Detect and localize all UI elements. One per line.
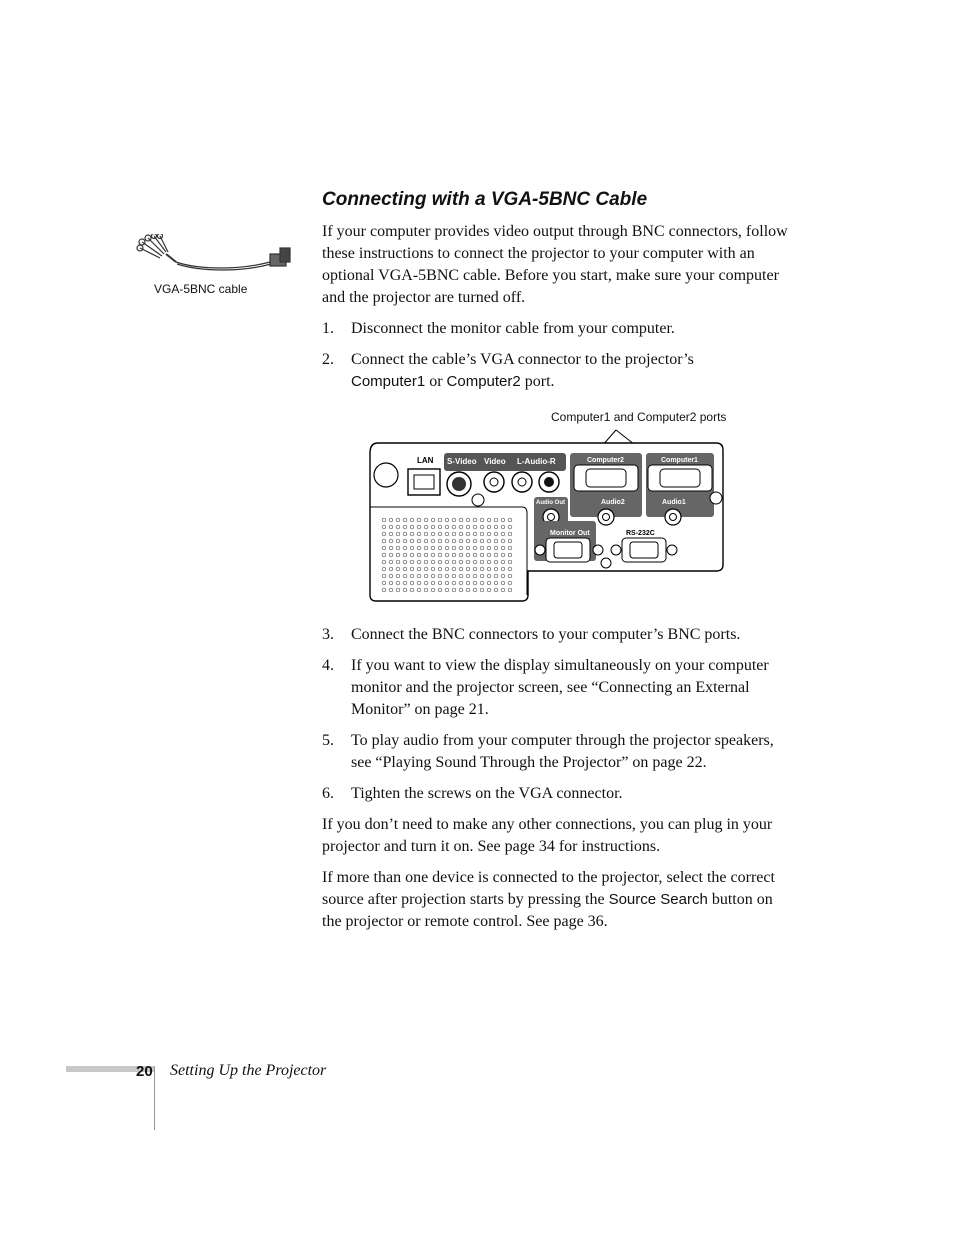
connections-paragraph: If you don’t need to make any other connections, you can plug in your projector and turn it on. See page 34 for instructions. xyxy=(322,816,773,855)
step-number: 3. xyxy=(322,626,334,643)
step-text: Tighten the screws on the VGA connector. xyxy=(351,785,623,802)
step-text-part: Connect the cable’s VGA connector to the projector’s xyxy=(351,351,694,368)
step-text-part: port. xyxy=(524,373,555,390)
running-title: Setting Up the Projector xyxy=(170,1062,327,1079)
port-name-computer1: Computer1 xyxy=(351,373,426,390)
projector-rear-panel-diagram xyxy=(366,425,728,605)
step-number: 2. xyxy=(322,351,334,368)
source-search-paragraph xyxy=(322,867,792,933)
video-label: Video xyxy=(484,457,506,466)
step-number: 6. xyxy=(322,785,334,802)
step-text-part: or xyxy=(429,373,443,390)
figure-caption: Computer1 and Computer2 ports xyxy=(551,410,727,424)
audio2-label: Audio2 xyxy=(601,499,625,506)
svideo-label: S-Video xyxy=(447,457,477,466)
port-name-computer2: Computer2 xyxy=(446,373,521,390)
paragraph-text: If more than one device is connected to the projector, select the correct source after projection starts by pressing the xyxy=(322,869,775,908)
computer1-label: Computer1 xyxy=(661,457,698,464)
step-number: 5. xyxy=(322,732,334,749)
paragraph-text: button on the projector or remote control. See page 36. xyxy=(322,891,773,930)
step-number: 4. xyxy=(322,657,334,674)
vga-5bnc-cable-illustration xyxy=(130,234,300,274)
step-text: Disconnect the monitor cable from your computer. xyxy=(351,320,675,337)
rs232c-label: RS-232C xyxy=(626,530,655,537)
step-text xyxy=(351,349,791,393)
computer2-label: Computer2 xyxy=(587,457,624,464)
source-search-button-name: Source Search xyxy=(608,891,708,908)
side-caption: VGA-5BNC cable xyxy=(154,282,248,296)
audio-out-label: Audio Out xyxy=(536,500,565,506)
step-text: Connect the BNC connectors to your computer’s BNC ports. xyxy=(351,626,741,643)
section-title: Connecting with a VGA-5BNC Cable xyxy=(322,189,648,210)
footer-divider xyxy=(154,1066,155,1130)
intro-paragraph: If your computer provides video output through BNC connectors, follow these instructions to connect the projector to your computer with an optional VGA-5BNC cable. Before you start, make sure your computer and the projector are turned off. xyxy=(322,223,788,306)
audio-lr-label: L-Audio-R xyxy=(517,457,556,466)
page-number: 20 xyxy=(136,1063,153,1080)
lan-label: LAN xyxy=(417,456,434,465)
step-text: To play audio from your computer through the projector speakers, see “Playing Sound Through the Projector” on page 22. xyxy=(351,732,774,771)
monitor-out-label: Monitor Out xyxy=(550,530,590,537)
audio1-label: Audio1 xyxy=(662,499,686,506)
step-number: 1. xyxy=(322,320,334,337)
step-text: If you want to view the display simultaneously on your computer monitor and the projector screen, see “Connecting an External Monitor” on page 21. xyxy=(351,657,769,718)
